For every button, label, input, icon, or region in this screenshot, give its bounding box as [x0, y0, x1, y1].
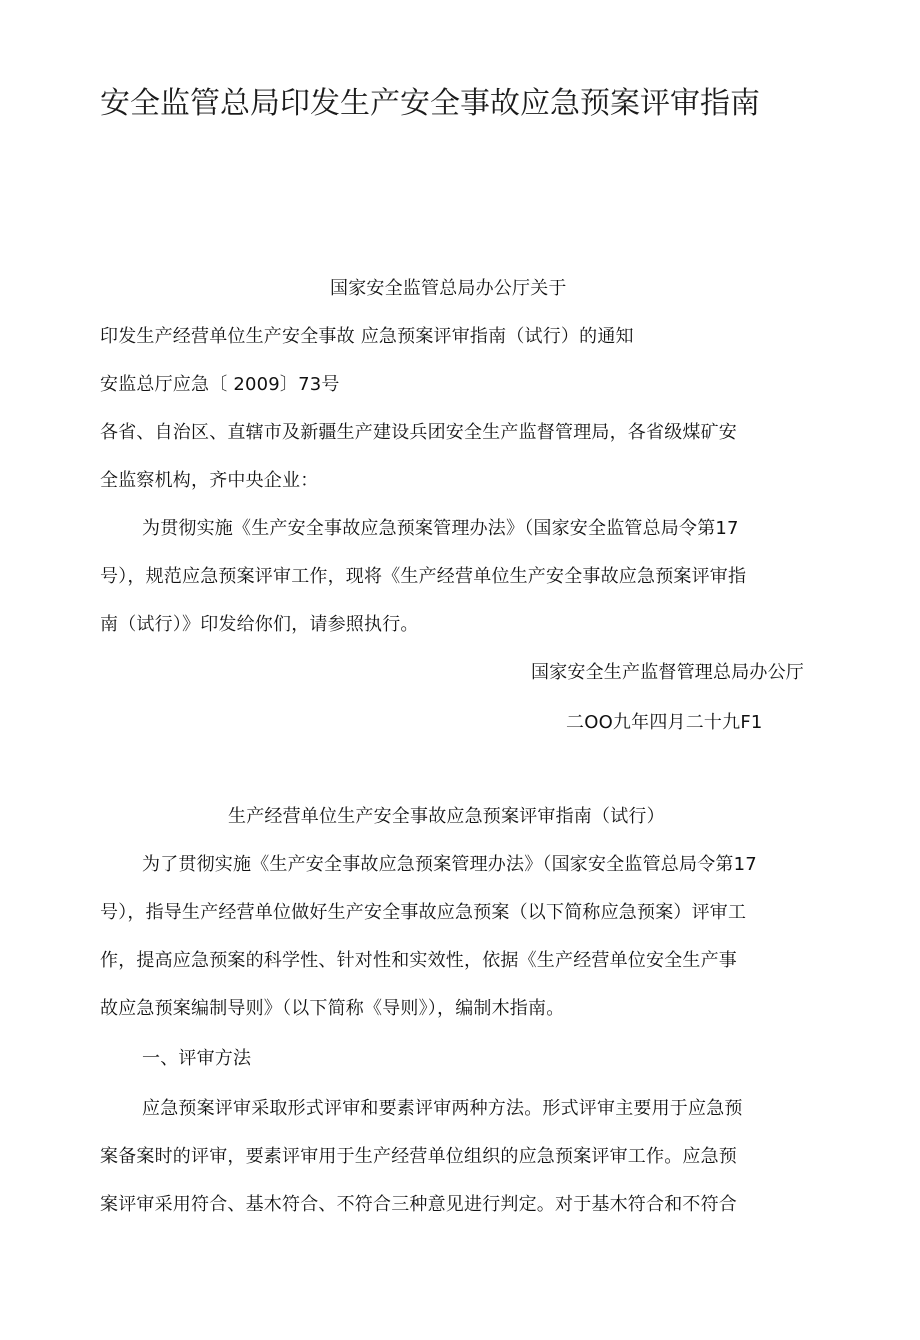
guide-paragraph-line: 作，提高应急预案的科学性、针对性和实效性，依据《生产经营单位安全生产事 — [100, 950, 737, 971]
section-paragraph-line: 应急预案评审采取形式评审和要素评审两种方法。形式评审主要用于应急预 — [142, 1098, 743, 1119]
body-paragraph-line: 号），规范应急预案评审工作，现将《生产经营单位生产安全事故应急预案评审指 — [100, 566, 747, 587]
guide-title: 生产经营单位生产安全事故应急预案评审指南（试行） — [228, 806, 665, 827]
date: 二OO九年四月二十九F1 — [566, 712, 763, 733]
guide-paragraph-line: 为了贯彻实施《生产安全事故应急预案管理办法》（国家安全监管总局令第17 — [142, 854, 757, 875]
document-number: 安监总厅应急〔 2009〕73号 — [100, 374, 340, 395]
notice-subject: 印发生产经营单位生产安全事故 应急预案评审指南（试行）的通知 — [100, 326, 634, 347]
section-heading: 一、评审方法 — [142, 1048, 252, 1069]
addressee-line: 各省、自治区、直辖市及新疆生产建设兵团安全生产监督管理局，各省级煤矿安 — [100, 422, 737, 443]
body-paragraph-line: 为贯彻实施《生产安全事故应急预案管理办法》（国家安全监管总局令第17 — [142, 518, 739, 539]
section-paragraph-line: 案备案时的评审，要素评审用于生产经营单位组织的应急预案评审工作。应急预 — [100, 1146, 737, 1167]
addressee-line: 全监察机构，齐中央企业： — [100, 470, 319, 491]
signature: 国家安全生产监督管理总局办公厅 — [531, 662, 804, 683]
notice-header: 国家安全监管总局办公厅关于 — [330, 278, 567, 299]
guide-paragraph-line: 故应急预案编制导则》（以下简称《导则》），编制木指南。 — [100, 998, 565, 1019]
section-paragraph-line: 案评审采用符合、基木符合、不符合三种意见进行判定。对于基木符合和不符合 — [100, 1194, 737, 1215]
document-title: 安全监管总局印发生产安全事故应急预案评审指南 — [100, 86, 760, 121]
body-paragraph-line: 南（试行）》印发给你们，请参照执行。 — [100, 614, 419, 635]
guide-paragraph-line: 号），指导生产经营单位做好生产安全事故应急预案（以下简称应急预案）评审工 — [100, 902, 747, 923]
